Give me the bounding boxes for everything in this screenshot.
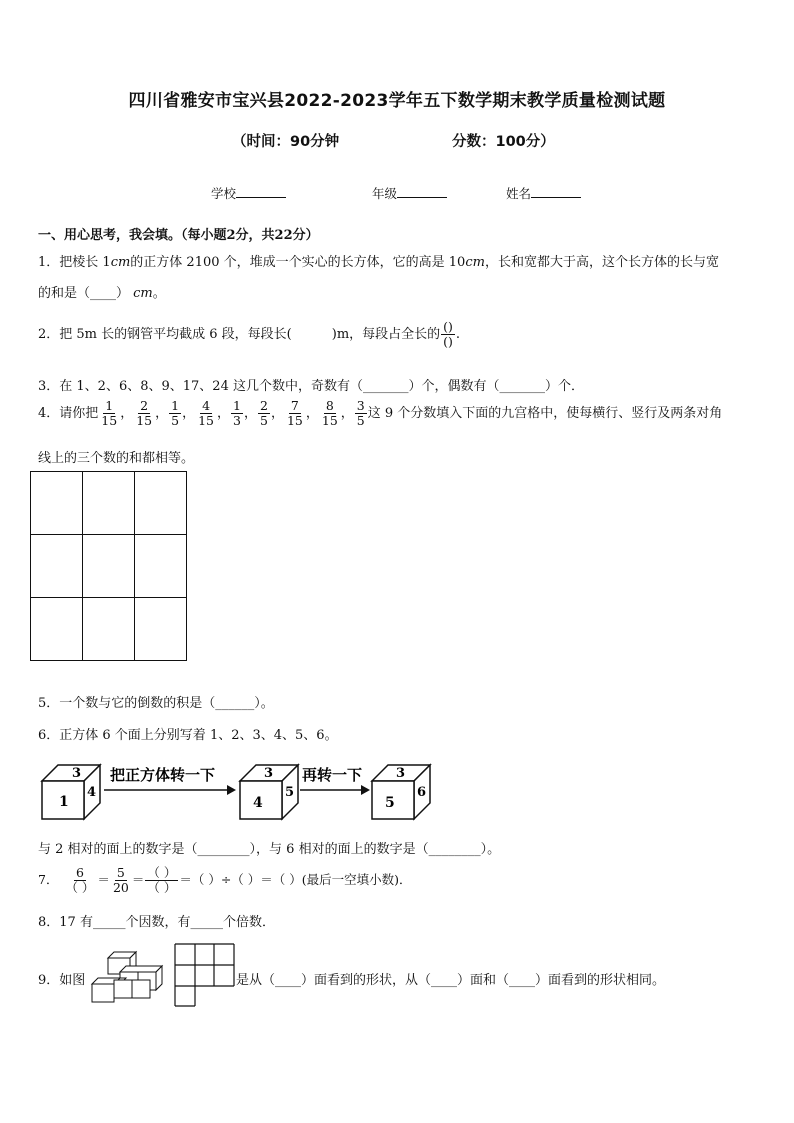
unit-cm: cm <box>465 255 485 270</box>
question-9-text: 是从（____）面看到的形状，从（____）面和（____）面看到的形状相同。 <box>236 973 666 988</box>
question-8: 8．17 有_____个因数，有_____个倍数． <box>38 915 275 930</box>
separator: ， <box>305 406 319 421</box>
fraction: $\frac{4}{15}$ <box>198 398 214 428</box>
arrow-2-head <box>361 785 370 795</box>
cube-3-top: 3 <box>396 766 406 781</box>
cube-1-front: 1 <box>59 794 69 810</box>
score-label: 分数：100分） <box>452 134 555 150</box>
cube-2-top: 3 <box>264 766 274 781</box>
page-title: 四川省雅安市宝兴县2022-2023学年五下数学期末教学质量检测试题 <box>128 91 666 111</box>
question-2: 2．把 5m 长的钢管平均截成 6 段，每段长( )m，每段占全长的 $\frac{()}{()}$ . <box>38 319 461 349</box>
unit-cm: cm <box>110 255 131 270</box>
fraction: $\frac{6}{( )}$ <box>65 865 95 895</box>
cube-3 <box>372 765 430 819</box>
cube-1 <box>42 765 100 819</box>
fraction: $\frac{5}{20}$ <box>112 865 129 895</box>
cube-2-front: 4 <box>253 795 263 811</box>
fraction: $\frac{3}{5}$ <box>356 398 365 428</box>
question-7: 7． $\frac{6}{( )}$ ＝ $\frac{5}{20}$ ＝ $\frac{( )}{( )}$ ＝（ ）÷（ ）＝（ ）(最后一空填小数)． <box>38 865 412 895</box>
fraction: $\frac{2}{15}$ <box>136 398 153 428</box>
separator: ， <box>243 406 257 421</box>
fraction: $\frac{( )}{( )}$ <box>147 865 177 895</box>
fraction: $\frac{()}{()}$ <box>443 319 453 349</box>
time-label: （时间：90分钟 <box>232 134 340 150</box>
separator: ， <box>120 406 134 421</box>
separator: ， <box>217 406 231 421</box>
question-3: 3．在 1、2、6、8、9、17、24 这几个数中，奇数有（_______）个，偶数有（_______）个． <box>38 379 584 394</box>
unit-cm: cm <box>133 286 153 301</box>
fraction: $\frac{1}{15}$ <box>101 398 118 428</box>
view-grid-figure <box>175 944 234 1006</box>
separator: ， <box>340 406 354 421</box>
fraction: $\frac{7}{15}$ <box>286 398 303 428</box>
cube-2-side: 5 <box>285 785 295 800</box>
block-stack-figure <box>92 952 162 1002</box>
cube-3-front: 5 <box>385 795 395 811</box>
arrow-1-label: 把正方体转一下 <box>110 766 216 784</box>
question-9-prefix: 9．如图 <box>38 973 86 988</box>
name-label: 姓名 <box>506 186 532 201</box>
cube-2 <box>240 765 298 819</box>
arrow-1-head <box>227 785 236 795</box>
fraction: $\frac{1}{5}$ <box>171 398 180 428</box>
question-6: 6．正方体 6 个面上分别写着 1、2、3、4、5、6。 <box>38 728 338 743</box>
question-5: 5．一个数与它的倒数的积是（______）。 <box>38 696 274 711</box>
separator: ， <box>155 406 169 421</box>
cube-3-side: 6 <box>417 785 427 800</box>
school-label: 学校 <box>211 186 237 201</box>
grade-label: 年级 <box>372 186 398 201</box>
arrow-2-label: 再转一下 <box>302 766 363 784</box>
question-4-line-2: 线上的三个数的和都相等。 <box>38 451 195 466</box>
section-heading: 一、用心思考，我会填。（每小题2分，共22分） <box>38 228 319 243</box>
question-1-line-1: 1．把棱长 1cm的正方体 2100 个，堆成一个实心的长方体，它的高是 10cm，长和宽都大于高，这个长方体的长与宽 <box>38 255 719 270</box>
fraction: $\frac{8}{15}$ <box>321 398 338 428</box>
fraction: $\frac{1}{3}$ <box>233 398 241 428</box>
question-6-answer: 与 2 相对的面上的数字是（________），与 6 相对的面上的数字是（________）。 <box>38 842 501 857</box>
separator: ， <box>182 406 196 421</box>
cube-1-side: 4 <box>87 785 97 800</box>
question-1-line-2: 的和是（____） cm。 <box>38 286 166 301</box>
cube-1-top: 3 <box>72 766 82 781</box>
question-4-line-1: 4．请你把 $\frac{1}{15}$ ， $\frac{2}{15}$ ， $\frac{1}{5}$ ， $\frac{4}{15}$ ， $\frac{1}{3}$ ， $\frac{2}{5}$ ， $\frac{7}{15}$ ， $\frac{8}{15}$ ， $\frac{3}{5}$ 这 9 个分数填入下面的九宫格中，使每横行、竖行及两条对角 <box>38 398 723 428</box>
separator: ， <box>270 406 284 421</box>
fraction: $\frac{2}{5}$ <box>259 398 268 428</box>
